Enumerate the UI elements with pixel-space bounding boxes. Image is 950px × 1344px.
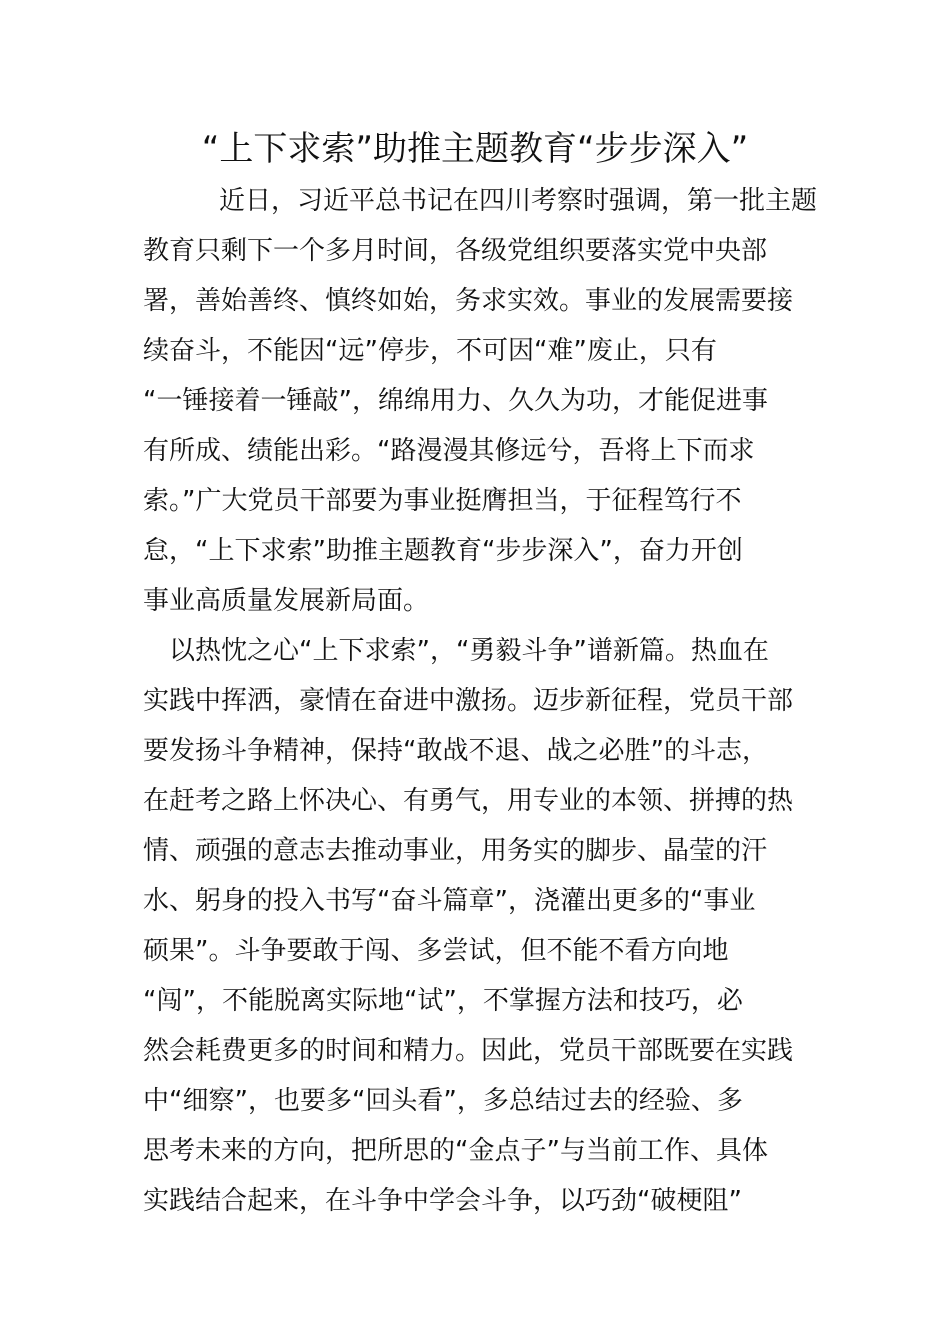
paragraph-line: 在赶考之路上怀决心、有勇气，用专业的本领、拼搏的热 xyxy=(143,786,794,816)
paragraph-line: 思考未来的方向，把所思的“金点子”与当前工作、具体 xyxy=(143,1136,768,1166)
paragraph-line: 然会耗费更多的时间和精力。因此，党员干部既要在实践 xyxy=(143,1036,794,1066)
paragraph-line: “闯”，不能脱离实际地“试”，不掌握方法和技巧，必 xyxy=(143,986,743,1016)
paragraph-line: 情、顽强的意志去推动事业，用务实的脚步、晶莹的汗 xyxy=(143,836,768,866)
paragraph-line: 署，善始善终、慎终如始，务求实效。事业的发展需要接 xyxy=(143,286,794,316)
document-title: “上下求索”助推主题教育“步步深入” xyxy=(201,129,749,169)
paragraph-line: 怠，“上下求索”助推主题教育“步步深入”，奋力开创 xyxy=(143,536,743,566)
paragraph-line: 要发扬斗争精神，保持“敢战不退、战之必胜”的斗志， xyxy=(143,736,768,766)
paragraph-line: 索。”广大党员干部要为事业挺膺担当，于征程笃行不 xyxy=(143,486,742,516)
paragraph-line: “一锤接着一锤敲”，绵绵用力、久久为功，才能促进事 xyxy=(143,386,768,416)
paragraph-line: 以热忱之心“上下求索”，“勇毅斗争”谱新篇。热血在 xyxy=(169,636,769,666)
paragraph-line: 有所成、绩能出彩。“路漫漫其修远兮，吾将上下而求 xyxy=(143,436,755,466)
paragraph-line: 近日，习近平总书记在四川考察时强调，第一批主题 xyxy=(219,186,818,216)
paragraph-line: 事业高质量发展新局面。 xyxy=(143,586,430,616)
paragraph-line: 实践中挥洒，豪情在奋进中激扬。迈步新征程，党员干部 xyxy=(143,686,794,716)
paragraph-line: 续奋斗，不能因“远”停步，不可因“难”废止，只有 xyxy=(143,336,717,366)
paragraph-line: 水、躬身的投入书写“奋斗篇章”，浇灌出更多的“事业 xyxy=(143,886,756,916)
paragraph-line: 实践结合起来，在斗争中学会斗争，以巧劲“破梗阻” xyxy=(143,1186,742,1216)
paragraph-line: 硕果”。斗争要敢于闯、多尝试，但不能不看方向地 xyxy=(143,936,729,966)
paragraph-line: 教育只剩下一个多月时间，各级党组织要落实党中央部 xyxy=(143,236,768,266)
paragraph-line: 中“细察”，也要多“回头看”，多总结过去的经验、多 xyxy=(143,1086,743,1116)
